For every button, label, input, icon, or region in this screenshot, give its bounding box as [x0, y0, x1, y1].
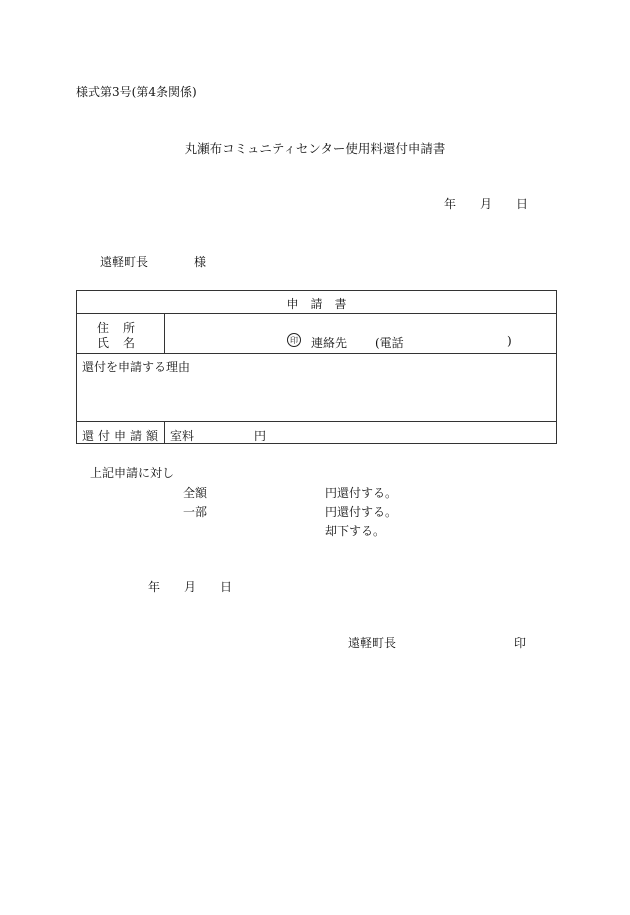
addressee-honorific: 様: [194, 255, 207, 269]
addressee: [100, 255, 206, 269]
table-divider: [77, 421, 556, 422]
form-number-label: 様式第3号(第4条関係): [76, 85, 197, 99]
rejection-label: 却下する。: [325, 524, 386, 538]
decision-date: [148, 580, 232, 594]
table-divider: [77, 313, 556, 314]
table-column-divider: [164, 421, 165, 444]
phone-close-paren: ): [507, 334, 512, 348]
date-month-label: 月: [480, 197, 493, 211]
decision-month-label: 月: [184, 580, 197, 594]
table-divider: [77, 353, 556, 354]
name-label: 氏名: [97, 336, 150, 350]
date-day-label: 日: [516, 197, 529, 211]
date-year-label: 年: [444, 197, 457, 211]
phone-label: (電話: [375, 336, 404, 350]
decision-day-label: 日: [220, 580, 233, 594]
mayor-seal-label: 印: [514, 636, 527, 650]
address-label: 住所: [97, 321, 150, 335]
contact-label: 連絡先: [311, 336, 348, 350]
refund-reason-label: 還付を申請する理由: [82, 360, 191, 374]
full-refund-label: 全額: [183, 486, 208, 500]
seal-icon: 印: [287, 333, 301, 347]
decision-year-label: 年: [148, 580, 161, 594]
addressee-name: 遠軽町長: [100, 255, 149, 269]
partial-refund-label: 一部: [183, 505, 208, 519]
document-title: 丸瀬布コミュニティセンター使用料還付申請書: [184, 141, 446, 156]
table-header: 申請書: [286, 297, 359, 311]
application-table: [76, 290, 557, 444]
room-fee-label: 室料: [170, 429, 195, 443]
partial-refund-result: 円還付する。: [325, 505, 398, 519]
table-column-divider: [164, 313, 165, 353]
mayor-signature-label: 遠軽町長: [348, 636, 397, 650]
yen-unit: 円: [254, 429, 267, 443]
refund-amount-label: 還付申請額: [82, 429, 163, 443]
full-refund-result: 円還付する。: [325, 486, 398, 500]
application-date: [444, 197, 528, 211]
decision-intro: 上記申請に対し: [90, 466, 175, 480]
